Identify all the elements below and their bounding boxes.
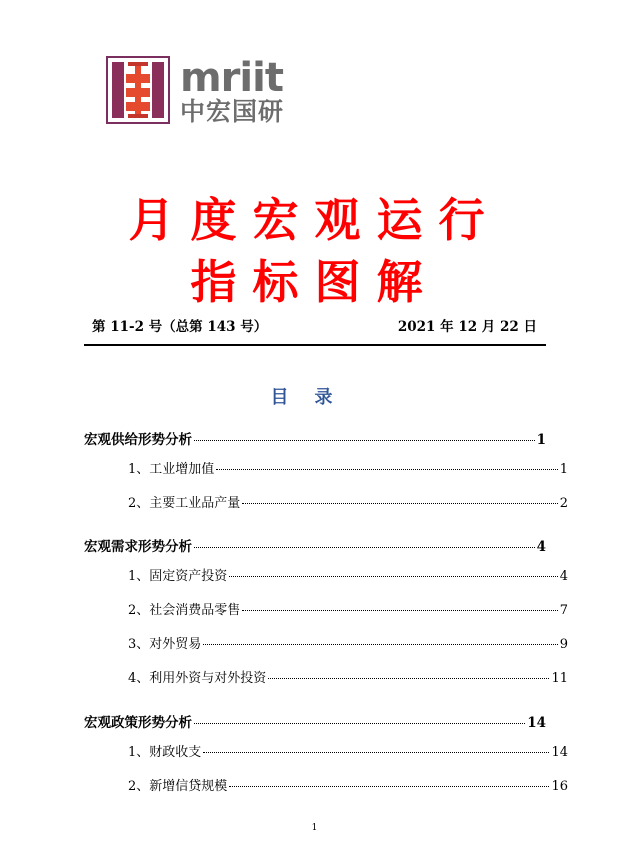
toc-page-number: 4: [559, 569, 568, 584]
toc-item-foreign-trade[interactable]: [106, 633, 568, 652]
toc-leader-dots: [203, 644, 557, 645]
toc-item-industrial-output[interactable]: [106, 492, 568, 511]
toc-item-industrial-value-added[interactable]: [106, 458, 568, 477]
toc-item-fiscal-revenue-expenditure[interactable]: [106, 741, 568, 760]
toc-heading: 目录: [270, 387, 359, 408]
toc-page-number: 2: [559, 496, 568, 511]
toc-leader-dots: [268, 678, 549, 679]
page-footer-number: 1: [311, 823, 318, 833]
report-title-line-2: 指标图解: [190, 255, 439, 309]
toc-item-label: 2、社会消费品零售: [128, 603, 241, 618]
toc-leader-dots: [194, 723, 525, 724]
toc-item-label: 1、固定资产投资: [128, 569, 228, 584]
toc-page-number: 11: [551, 671, 568, 686]
toc-leader-dots: [216, 469, 557, 470]
logo-text-cn: 中宏国研: [180, 97, 285, 126]
toc-item-new-credit[interactable]: [106, 775, 568, 794]
toc-leader-dots: [229, 786, 549, 787]
toc-section-label: 宏观政策形势分析: [84, 715, 192, 731]
toc-page-number: 1: [536, 432, 546, 448]
toc-item-fixed-asset-investment[interactable]: [106, 565, 568, 584]
toc-page-number: 14: [527, 715, 546, 731]
toc-section-label: 宏观需求形势分析: [84, 539, 192, 555]
toc-page-number: 16: [551, 779, 568, 794]
toc-page-number: 14: [551, 745, 568, 760]
toc-item-label: 2、主要工业品产量: [128, 496, 241, 511]
toc-item-label: 4、利用外资与对外投资: [128, 671, 267, 686]
toc-section-policy[interactable]: [84, 711, 546, 731]
toc-item-label: 2、新增信贷规模: [128, 779, 228, 794]
toc-page-number: 7: [559, 603, 568, 618]
toc-item-retail-sales[interactable]: [106, 599, 568, 618]
toc-item-label: 3、对外贸易: [128, 637, 202, 652]
header-divider: [84, 344, 546, 346]
toc-section-supply[interactable]: [84, 428, 546, 448]
toc-page-number: 4: [536, 539, 546, 555]
toc-leader-dots: [203, 752, 549, 753]
report-title-line-1: 月度宏观运行: [128, 193, 501, 247]
toc-leader-dots: [242, 503, 557, 504]
toc-leader-dots: [242, 610, 557, 611]
logo-mark-icon: [106, 56, 170, 124]
toc-page-number: 9: [559, 637, 568, 652]
toc-item-label: 1、工业增加值: [128, 462, 215, 477]
toc-section-demand[interactable]: [84, 535, 546, 555]
toc-item-foreign-investment[interactable]: [106, 667, 568, 686]
issue-number: 第 11-2 号（总第 143 号）: [92, 319, 268, 335]
logo-text-en: mriit: [180, 55, 283, 101]
toc-page-number: 1: [559, 462, 568, 477]
toc-section-label: 宏观供给形势分析: [84, 432, 192, 448]
mriit-logo: [106, 56, 296, 128]
toc-leader-dots: [194, 440, 535, 441]
toc-item-label: 1、财政收支: [128, 745, 202, 760]
issue-date: 2021 年 12 月 22 日: [397, 319, 537, 335]
toc-leader-dots: [194, 547, 535, 548]
toc-leader-dots: [229, 576, 557, 577]
